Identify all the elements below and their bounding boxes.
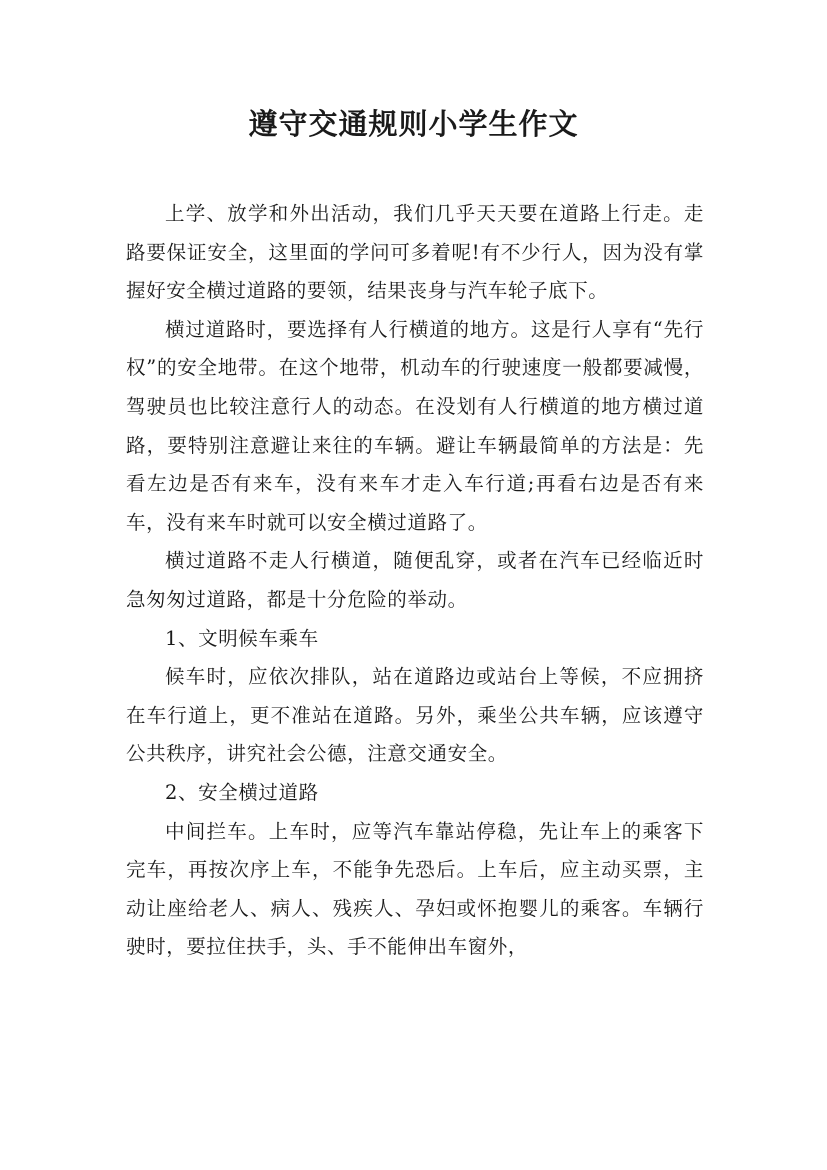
section-heading-2: 2、安全横过道路 — [165, 780, 319, 804]
paragraph-crosswalk: 横过道路时，要选择有人行横道的地方。这是行人享有“先行权”的安全地带。在这个地带，机动车的行驶速度一般都要减慢，驾驶员也比较注意行人的动态。在没划有人行横道的地方横过道路，要特别注意避让来往的车辆。避让车辆最简单的方法是：先看左边是否有来车，没有来车才走入车行道;再看右边是否有来车，没有来车时就可以安全横过道路了。 — [126, 317, 704, 534]
document-title: 遵守交通规则小学生作文 — [248, 107, 579, 141]
paragraph-intro: 上学、放学和外出活动，我们几乎天天要在道路上行走。走路要保证安全，这里面的学问可多着呢!有不少行人，因为没有掌握好安全横过道路的要领，结果丧身与汽车轮子底下。 — [126, 202, 704, 303]
paragraph-danger: 横过道路不走人行横道，随便乱穿，或者在汽车已经临近时急匆匆过道路，都是十分危险的举动。 — [126, 549, 704, 611]
paragraph-boarding: 中间拦车。上车时，应等汽车靠站停稳，先让车上的乘客下完车，再按次序上车，不能争先恐后。上车后，应主动买票，主动让座给老人、病人、残疾人、孕妇或怀抱婴儿的乘客。车辆行驶时，要拉住扶手，头、手不能伸出车窗外， — [126, 819, 704, 959]
document-body — [126, 195, 704, 967]
section-heading-1: 1、文明候车乘车 — [165, 626, 319, 650]
paragraph-waiting: 候车时，应依次排队，站在道路边或站台上等候，不应拥挤在车行道上，更不准站在道路。另外，乘坐公共车辆，应该遵守公共秩序，讲究社会公德，注意交通安全。 — [126, 665, 704, 766]
